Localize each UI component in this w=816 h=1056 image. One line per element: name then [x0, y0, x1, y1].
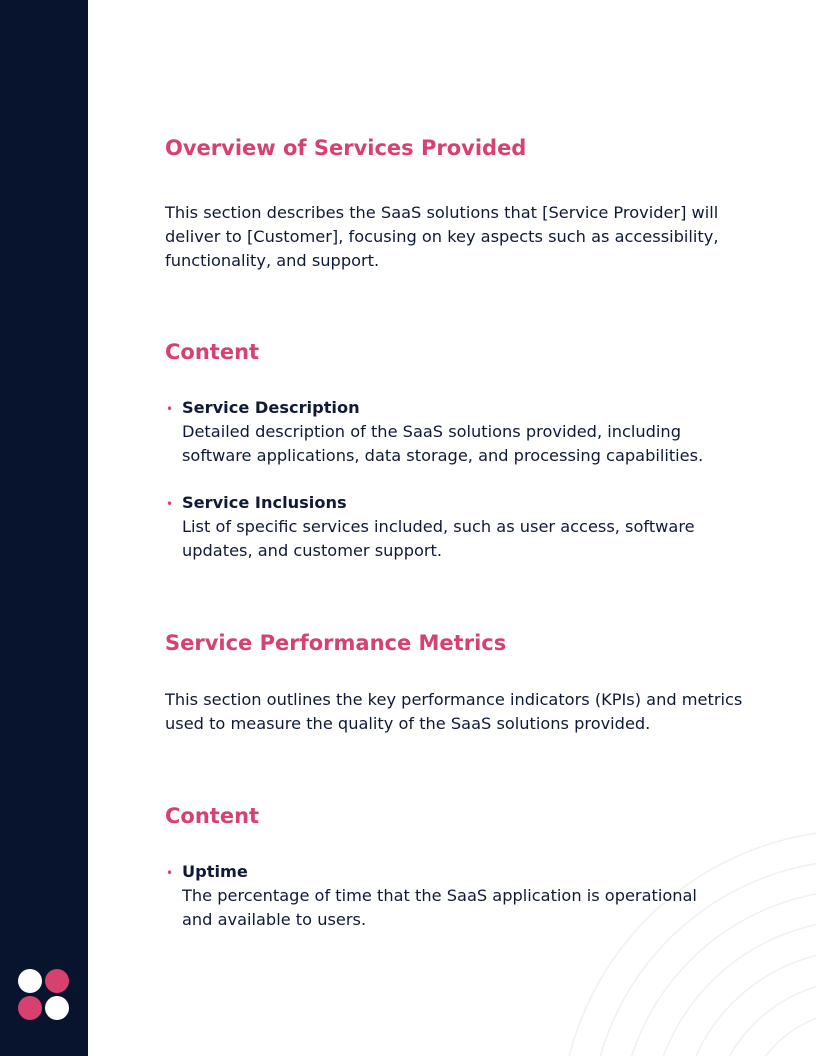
section-heading-overview: Overview of Services Provided — [165, 136, 527, 160]
sidebar — [0, 0, 88, 1056]
list-item — [165, 396, 745, 468]
list-item — [165, 860, 745, 932]
list-item — [165, 491, 745, 563]
overview-paragraph — [165, 201, 745, 273]
logo-dot-white — [18, 969, 42, 993]
text-line: This section describes the SaaS solutions that [Service Provider] will — [165, 203, 719, 222]
logo-dot-white — [45, 996, 69, 1020]
bullet-icon: • — [166, 866, 174, 880]
document-content — [165, 132, 745, 932]
item-description: The percentage of time that the SaaS application is operational — [182, 886, 697, 905]
metrics-list — [165, 860, 745, 932]
bullet-icon: • — [166, 497, 174, 511]
item-description: and available to users. — [182, 910, 367, 929]
logo-dot-pink — [45, 969, 69, 993]
section-heading-content-2: Content — [165, 804, 260, 828]
text-line: This section outlines the key performance indicators (KPIs) and metrics — [165, 690, 743, 709]
text-line: used to measure the quality of the SaaS solutions provided. — [165, 714, 651, 733]
text-line: functionality, and support. — [165, 251, 380, 270]
item-description: Detailed description of the SaaS solutions provided, including — [182, 422, 681, 441]
item-description: software applications, data storage, and processing capabilities. — [182, 446, 704, 465]
item-title: Service Inclusions — [182, 493, 347, 512]
section-heading-content: Content — [165, 340, 260, 364]
metrics-paragraph — [165, 688, 745, 736]
item-description: updates, and customer support. — [182, 541, 443, 560]
item-description: List of specific services included, such as user access, software — [182, 517, 695, 536]
text-line: deliver to [Customer], focusing on key aspects such as accessibility, — [165, 227, 719, 246]
bullet-icon: • — [166, 402, 174, 416]
section-heading-metrics: Service Performance Metrics — [165, 631, 507, 655]
item-title: Uptime — [182, 862, 248, 881]
brand-logo — [18, 969, 70, 1021]
item-title: Service Description — [182, 398, 360, 417]
content-list — [165, 396, 745, 563]
logo-dot-pink — [18, 996, 42, 1020]
